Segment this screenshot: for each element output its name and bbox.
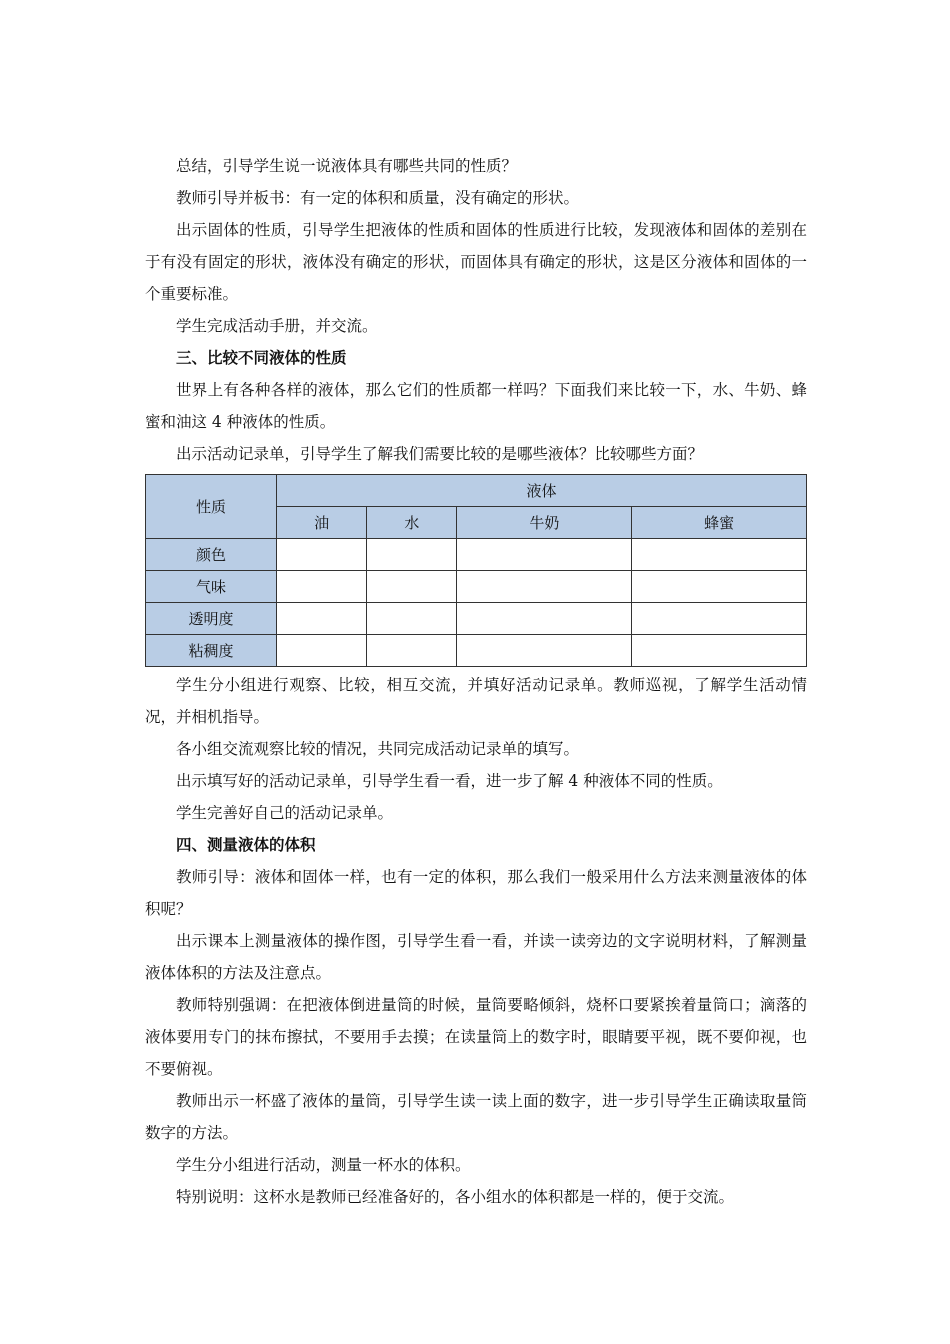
paragraph: 教师引导并板书：有一定的体积和质量，没有确定的形状。 — [176, 189, 580, 207]
table-cell — [632, 635, 807, 667]
table-row — [146, 571, 807, 603]
table-cell — [277, 635, 367, 667]
paragraph: 出示填写好的活动记录单，引导学生看一看，进一步了解 4 种液体不同的性质。 — [176, 772, 723, 790]
table-column-header: 水 — [367, 507, 457, 539]
table-row-header: 透明度 — [146, 603, 277, 635]
section-heading: 四、测量液体的体积 — [176, 836, 316, 854]
paragraph: 世界上有各种各样的液体，那么它们的性质都一样吗？下面我们来比较一下，水、牛奶、蜂蜜和油这 4 种液体的性质。 — [145, 381, 807, 431]
table-row — [146, 603, 807, 635]
table-cell — [632, 603, 807, 635]
activity-record-table — [145, 474, 807, 667]
paragraph: 出示活动记录单，引导学生了解我们需要比较的是哪些液体？比较哪些方面？ — [176, 445, 704, 463]
paragraph: 各小组交流观察比较的情况，共同完成活动记录单的填写。 — [176, 740, 580, 758]
paragraph: 学生分小组进行观察、比较，相互交流，并填好活动记录单。教师巡视，了解学生活动情况，并相机指导。 — [145, 676, 807, 726]
table-cell — [457, 539, 632, 571]
table-cell — [457, 571, 632, 603]
table-column-header: 蜂蜜 — [632, 507, 807, 539]
table-cell — [457, 603, 632, 635]
table-row — [146, 635, 807, 667]
table-column-header: 油 — [277, 507, 367, 539]
document-body — [145, 150, 807, 1213]
table-column-header: 牛奶 — [457, 507, 632, 539]
table-cell — [367, 539, 457, 571]
table-cell — [457, 635, 632, 667]
table-row — [146, 539, 807, 571]
paragraph: 教师引导：液体和固体一样，也有一定的体积，那么我们一般采用什么方法来测量液体的体积呢？ — [145, 868, 807, 918]
paragraph: 出示固体的性质，引导学生把液体的性质和固体的性质进行比较，发现液体和固体的差别在于有没有固定的形状，液体没有确定的形状，而固体具有确定的形状，这是区分液体和固体的一个重要标准。 — [145, 221, 807, 303]
table-row-header: 颜色 — [146, 539, 277, 571]
table-cell — [367, 571, 457, 603]
paragraph: 学生分小组进行活动，测量一杯水的体积。 — [176, 1156, 471, 1174]
table-cell — [632, 539, 807, 571]
table-row-header: 气味 — [146, 571, 277, 603]
section-heading: 三、比较不同液体的性质 — [176, 349, 347, 367]
table-corner-header: 性质 — [146, 475, 277, 539]
paragraph: 出示课本上测量液体的操作图，引导学生看一看，并读一读旁边的文字说明材料，了解测量液体体积的方法及注意点。 — [145, 932, 807, 982]
paragraph: 学生完成活动手册，并交流。 — [176, 317, 378, 335]
paragraph: 学生完善好自己的活动记录单。 — [176, 804, 394, 822]
paragraph: 教师出示一杯盛了液体的量筒，引导学生读一读上面的数字，进一步引导学生正确读取量筒数字的方法。 — [145, 1092, 807, 1142]
paragraph: 总结，引导学生说一说液体具有哪些共同的性质？ — [176, 157, 518, 175]
paragraph: 教师特别强调：在把液体倒进量筒的时候，量筒要略倾斜，烧杯口要紧挨着量筒口；滴落的液体要用专门的抹布擦拭，不要用手去摸；在读量筒上的数字时，眼睛要平视，既不要仰视，也不要俯视。 — [145, 996, 807, 1078]
paragraph: 特别说明：这杯水是教师已经准备好的，各小组水的体积都是一样的，便于交流。 — [176, 1188, 735, 1206]
table-cell — [367, 635, 457, 667]
table-cell — [277, 539, 367, 571]
table-group-header: 液体 — [277, 475, 807, 507]
table-cell — [277, 571, 367, 603]
table-cell — [367, 603, 457, 635]
table-row-header: 粘稠度 — [146, 635, 277, 667]
table-cell — [277, 603, 367, 635]
table-cell — [632, 571, 807, 603]
